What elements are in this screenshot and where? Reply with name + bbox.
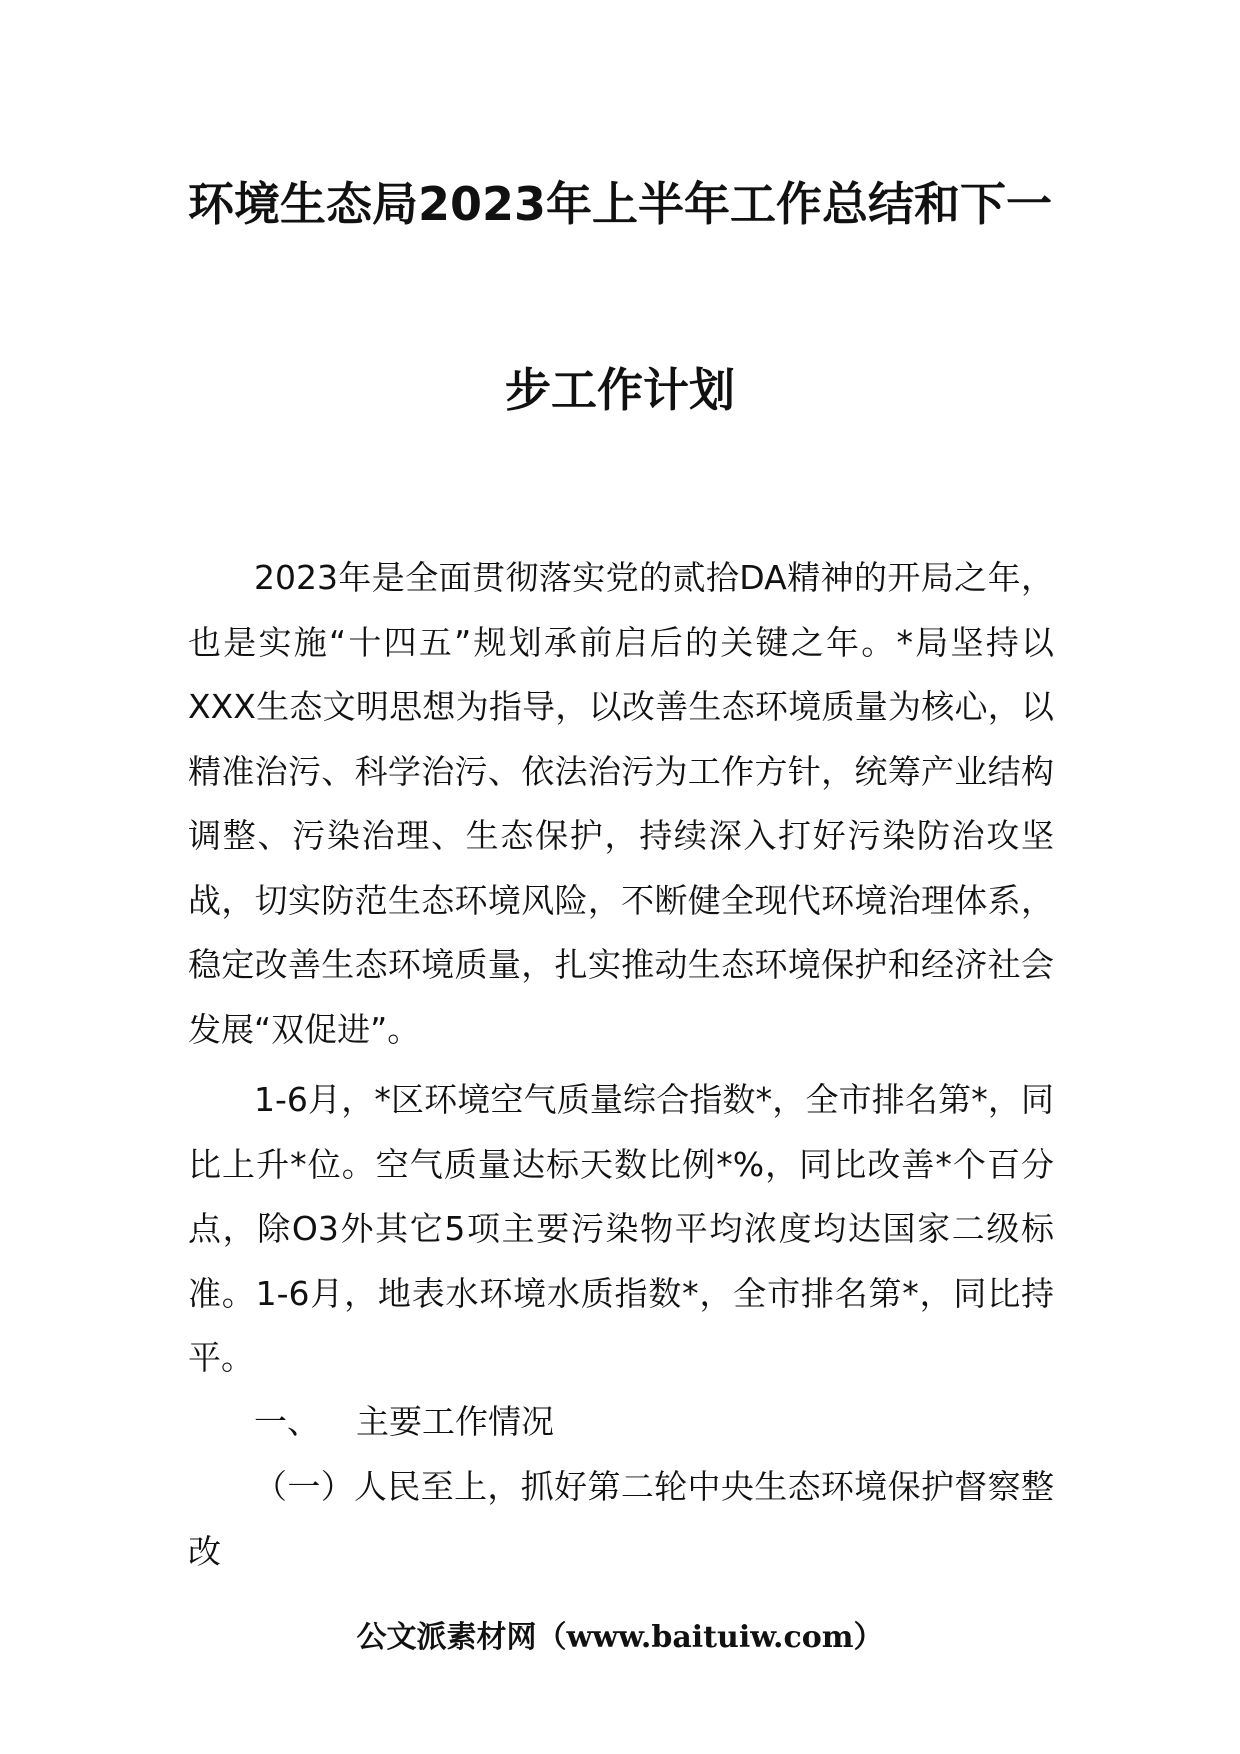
section-heading xyxy=(254,1390,1054,1455)
subsection-heading: （一）人民至上，抓好第二轮中央生态环境保护督察整改 xyxy=(188,1467,1054,1571)
section-heading-number: 一、 xyxy=(254,1402,320,1441)
paragraph-statistics: 1-6月，*区环境空气质量综合指数*，全市排名第*，同比上升*位。空气质量达标天数比例*%，同比改善*个百分点，除O3外其它5项主要污染物平均浓度均达国家二级标准。1-6月，地表水环境水质指数*，全市排名第*，同比持平。 xyxy=(188,1080,1054,1377)
document-title-line-1: 环境生态局2023年上半年工作总结和下一 xyxy=(187,177,1053,231)
section-heading-text: 主要工作情况 xyxy=(356,1402,554,1441)
paragraph-intro: 2023年是全面贯彻落实党的贰拾DA精神的开局之年，也是实施“十四五”规划承前启后的关键之年。*局坚持以XXX生态文明思想为指导，以改善生态环境质量为核心，以精准治污、科学治污、依法治污为工作方针，统筹产业结构调整、污染治理、生态保护，持续深入打好污染防治攻坚战，切实防范生态环境风险，不断健全现代环境治理体系，稳定改善生态环境质量，扎实推动生态环境保护和经济社会发展“双促进”。 xyxy=(188,558,1054,1049)
footer-watermark-text: 公文派素材网（www.baituiw.com） xyxy=(356,1620,884,1655)
document-title-line-2: 步工作计划 xyxy=(505,363,735,417)
